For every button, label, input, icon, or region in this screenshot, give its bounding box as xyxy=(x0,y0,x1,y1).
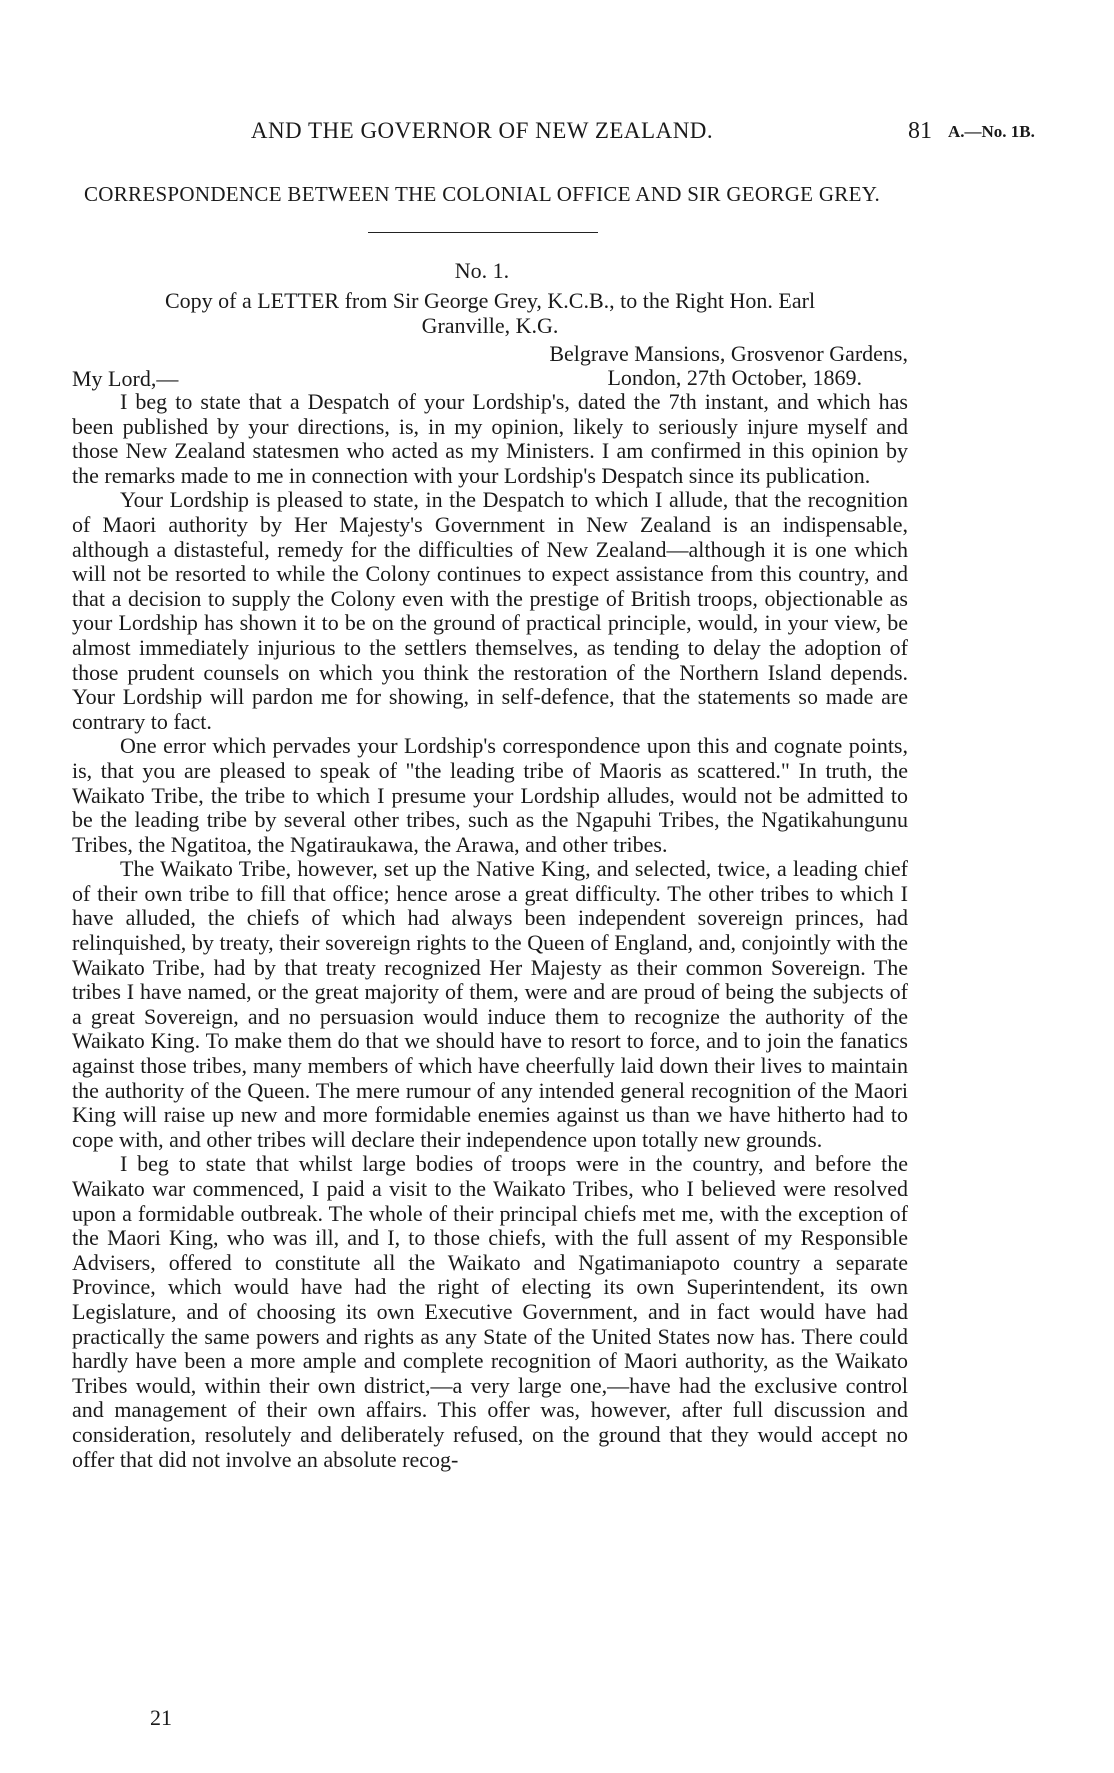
sender-address xyxy=(72,342,908,390)
document-number: No. 1. xyxy=(454,258,510,283)
document-caption xyxy=(72,288,908,338)
divider-rule xyxy=(368,232,598,233)
address-line-2: London, 27th October, 1869. xyxy=(607,365,862,390)
letter-body xyxy=(72,390,908,1472)
caption-line-2: Granville, K.G. xyxy=(421,313,559,338)
caption-line-1: Copy of a LETTER from Sir George Grey, K.C.B., to the Right Hon. Earl xyxy=(164,288,816,313)
paragraph-3: One error which pervades your Lordship's correspondence upon this and cognate points, is, that you are pleased to speak of "the leading tribe of Maoris as scattered." In truth, the Waikato Tribe, the tribe to which I presume your Lordship alludes, would not be admitted to be the leading tribe by several other tribes, such as the Ngapuhi Tribes, the Ngatikahungunu Tribes, the Ngatitoa, the Ngatiraukawa, the Arawa, and other tribes. xyxy=(72,733,908,857)
page-number: 81 xyxy=(908,118,932,144)
paragraph-5: I beg to state that whilst large bodies of troops were in the country, and before the Waikato war commenced, I paid a visit to the Waikato Tribes, who I believed were resolved upon a formidable outbreak. The whole of their principal chiefs met me, with the exception of the Maori King, who was ill, and I, to those chiefs, with the full assent of my Responsible Advisers, offered to constitute all the Waikato and Ngatimaniapoto country a separate Province, which would have had the right of electing its own Superintendent, its own Legislature, and of choosing its own Executive Government, and in fact would have had practically the same powers and rights as any State of the United States now has. There could hardly have been a more ample and complete recognition of Maori authority, as the Waikato Tribes would, within their own district,—a very large one,—have had the exclusive control and management of their own affairs. This offer was, however, after full discussion and consideration, resolutely and deliberately refused, on the ground that they would accept no offer that did not involve an absolute recog- xyxy=(72,1151,908,1472)
running-head xyxy=(72,118,1052,148)
running-title: AND THE GOVERNOR OF NEW ZEALAND. xyxy=(250,118,714,143)
paragraph-1: I beg to state that a Despatch of your Lordship's, dated the 7th instant, and which has been published by your directions, is, in my opinion, likely to seriously injure myself and those New Zealand statesmen who acted as my Ministers. I am confirmed in this opinion by the remarks made to me in connection with your Lordship's Despatch since its publication. xyxy=(72,389,908,488)
correspondence-heading: CORRESPONDENCE BETWEEN THE COLONIAL OFFICE AND SIR GEORGE GREY. xyxy=(83,182,881,206)
paragraph-4: The Waikato Tribe, however, set up the Native King, and selected, twice, a leading chief of their own tribe to fill that office; hence arose a great difficulty. The other tribes to which I have alluded, the chiefs of which had always been independent sovereign princes, had relinquished, by treaty, their sovereign rights to the Queen of England, and, conjointly with the Waikato Tribe, had by that treaty recognized Her Majesty as their common Sovereign. The tribes I have named, or the great majority of them, were and are proud of being the subjects of a great Sovereign, and no persuasion would induce them to recognize the authority of the Waikato King. To make them do that we should have to resort to force, and to join the fanatics against those tribes, many members of which have cheerfully laid down their lives to maintain the authority of the Queen. The mere rumour of any intended general recognition of the Maori King will raise up new and more formidable enemies against us than we have hitherto had to cope with, and other tribes will declare their independence upon totally new grounds. xyxy=(72,856,908,1152)
series-label: A.—No. 1B. xyxy=(948,122,1035,141)
paragraph-2: Your Lordship is pleased to state, in the Despatch to which I allude, that the recognition of Maori authority by Her Majesty's Government in New Zealand is an indispensable, although a distasteful, remedy for the difficulties of New Zealand—although it is one which will not be resorted to while the Colony continues to expect assistance from this country, and that a decision to supply the Colony even with the prestige of British troops, objectionable as your Lordship has shown it to be on the ground of practical principle, would, in your view, be almost immediately injurious to the settlers themselves, as tending to delay the adoption of those prudent counsels on which you think the restoration of the Northern Island depends. Your Lordship will pardon me for showing, in self-defence, that the statements so made are contrary to fact. xyxy=(72,487,908,734)
address-line-1: Belgrave Mansions, Grosvenor Gardens, xyxy=(549,341,908,366)
signature-mark: 21 xyxy=(150,1705,172,1730)
salutation: My Lord,— xyxy=(72,366,179,391)
